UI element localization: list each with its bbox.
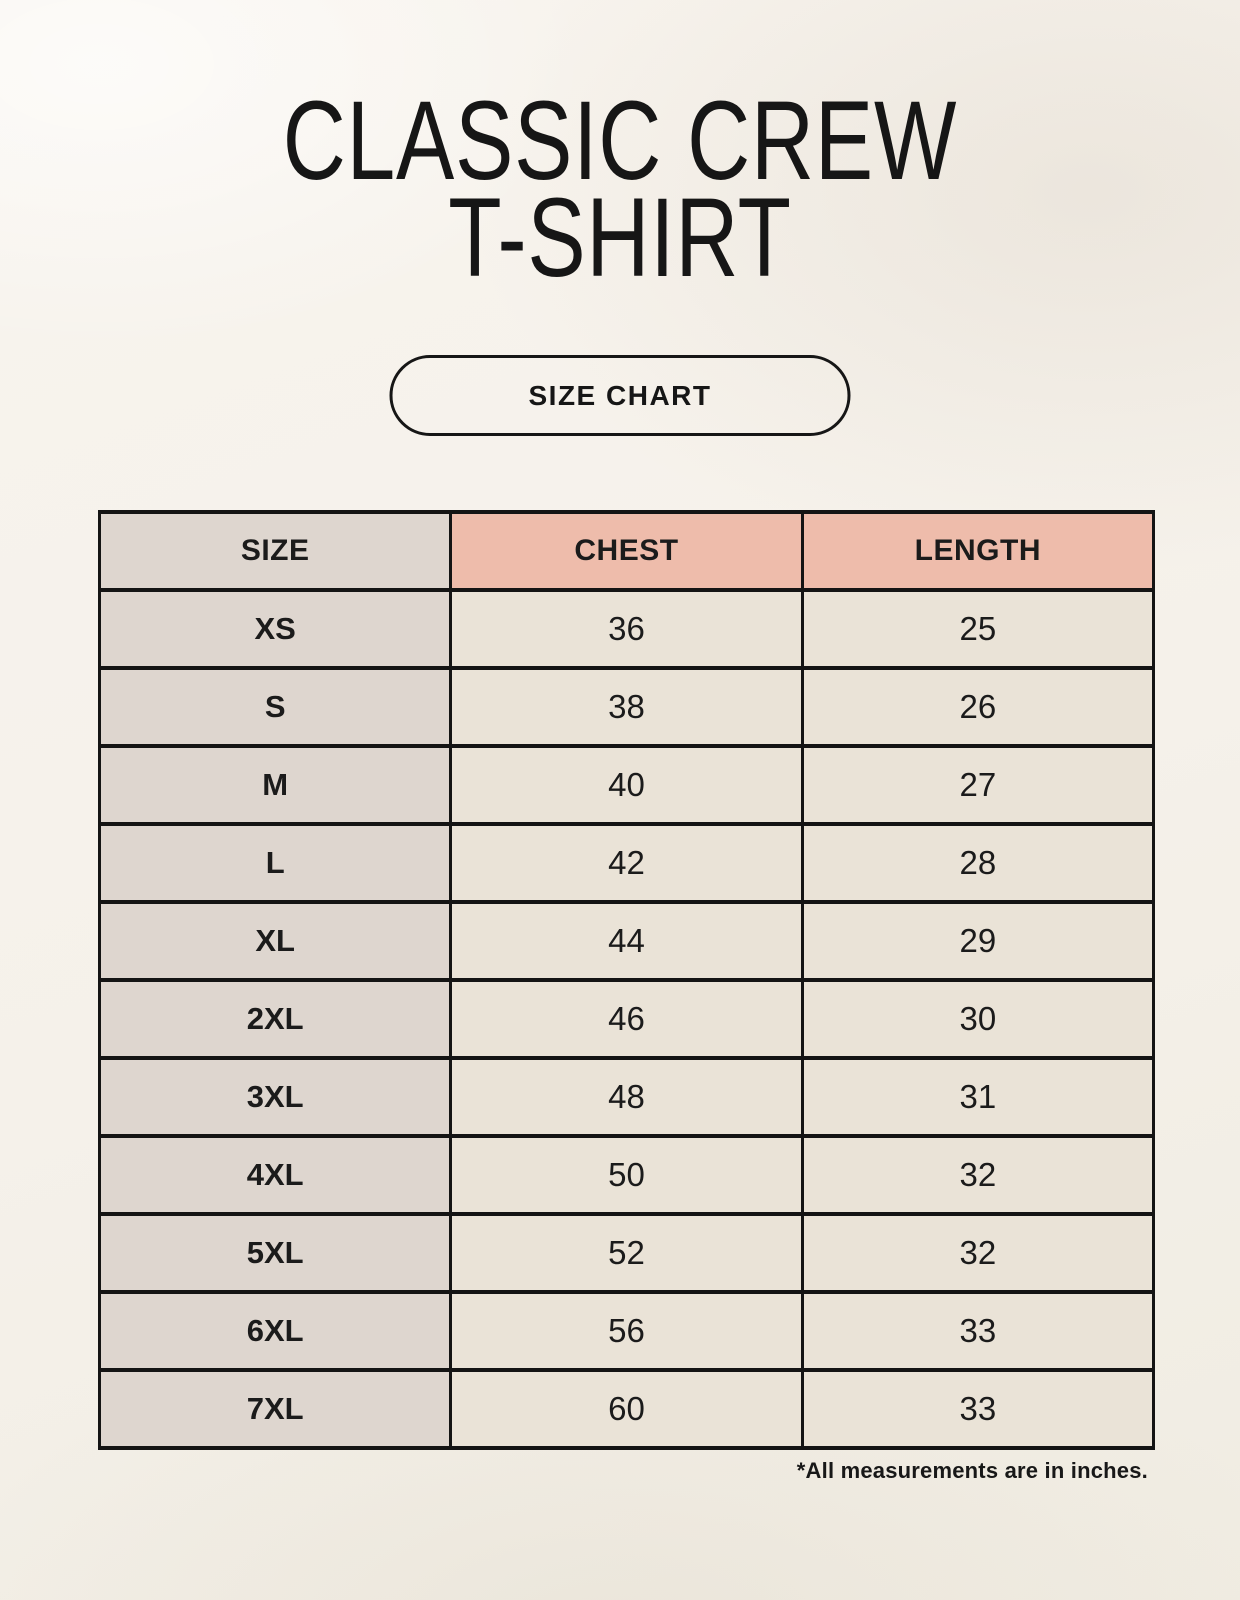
table-row — [100, 824, 1154, 902]
length-cell: 31 — [802, 1058, 1153, 1136]
chest-cell: 44 — [451, 902, 802, 980]
size-cell: 6XL — [100, 1292, 451, 1370]
table-row — [100, 902, 1154, 980]
page-title-line-1: CLASSIC CREW — [282, 78, 958, 203]
size-cell: L — [100, 824, 451, 902]
table-row — [100, 746, 1154, 824]
size-cell: 5XL — [100, 1214, 451, 1292]
size-chart-button[interactable]: SIZE CHART — [390, 355, 851, 436]
chest-cell: 52 — [451, 1214, 802, 1292]
chest-cell: 56 — [451, 1292, 802, 1370]
table-row — [100, 1136, 1154, 1214]
table-header-length: LENGTH — [802, 512, 1153, 590]
size-chart-table — [98, 510, 1155, 1450]
size-cell: S — [100, 668, 451, 746]
page-title-line-2: T-SHIRT — [448, 175, 792, 300]
chest-cell: 40 — [451, 746, 802, 824]
size-chart-table-container — [98, 510, 1155, 1450]
length-cell: 32 — [802, 1136, 1153, 1214]
chest-cell: 38 — [451, 668, 802, 746]
table-row — [100, 1370, 1154, 1448]
length-cell: 25 — [802, 590, 1153, 668]
table-header-chest: CHEST — [451, 512, 802, 590]
chest-cell: 46 — [451, 980, 802, 1058]
length-cell: 28 — [802, 824, 1153, 902]
size-cell: XS — [100, 590, 451, 668]
size-cell: XL — [100, 902, 451, 980]
length-cell: 27 — [802, 746, 1153, 824]
size-cell: 2XL — [100, 980, 451, 1058]
chest-cell: 42 — [451, 824, 802, 902]
size-cell: M — [100, 746, 451, 824]
length-cell: 29 — [802, 902, 1153, 980]
table-header-row — [100, 512, 1154, 590]
length-cell: 33 — [802, 1292, 1153, 1370]
table-row — [100, 590, 1154, 668]
size-cell: 3XL — [100, 1058, 451, 1136]
page-title — [136, 78, 1103, 300]
size-cell: 7XL — [100, 1370, 451, 1448]
measurements-footnote: *All measurements are in inches. — [796, 1458, 1148, 1483]
table-header-size: SIZE — [100, 512, 451, 590]
table-row — [100, 980, 1154, 1058]
size-cell: 4XL — [100, 1136, 451, 1214]
length-cell: 30 — [802, 980, 1153, 1058]
chest-cell: 48 — [451, 1058, 802, 1136]
chest-cell: 60 — [451, 1370, 802, 1448]
table-row — [100, 1292, 1154, 1370]
length-cell: 33 — [802, 1370, 1153, 1448]
length-cell: 32 — [802, 1214, 1153, 1292]
chest-cell: 50 — [451, 1136, 802, 1214]
table-row — [100, 668, 1154, 746]
table-row — [100, 1058, 1154, 1136]
chest-cell: 36 — [451, 590, 802, 668]
length-cell: 26 — [802, 668, 1153, 746]
table-row — [100, 1214, 1154, 1292]
